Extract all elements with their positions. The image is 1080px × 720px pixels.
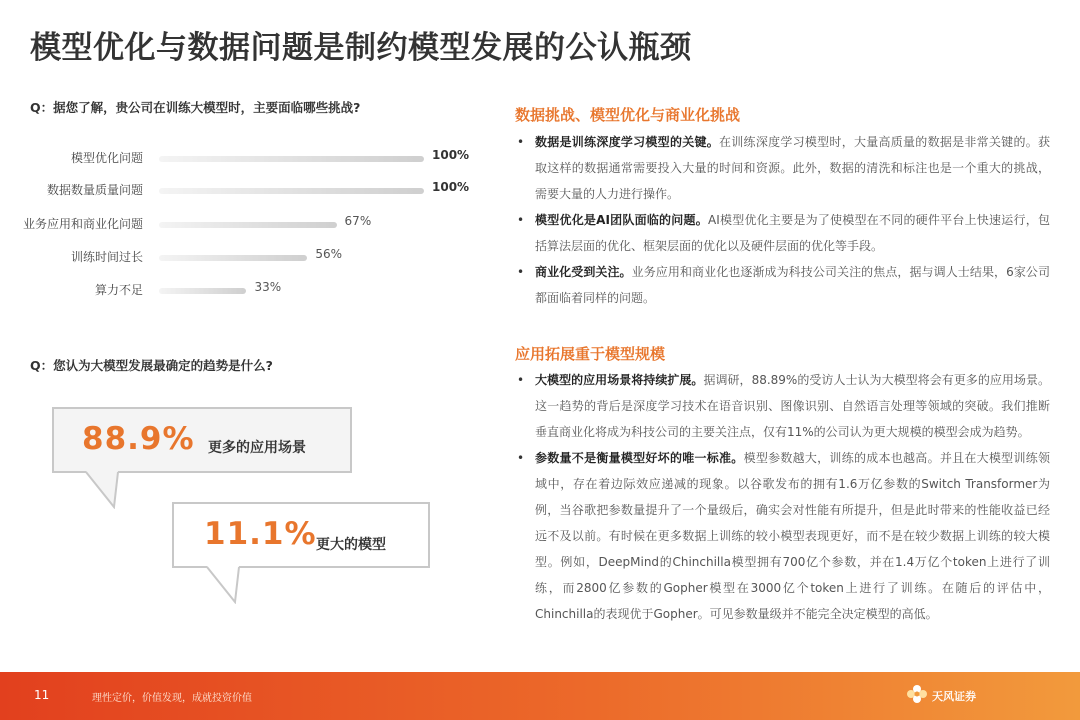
callout-2-text: 更大的模型 xyxy=(316,537,386,553)
footer-slogan: 理性定价，价值发现，成就投资价值 xyxy=(92,693,252,704)
bar-value-label: 56% xyxy=(315,247,343,261)
survey-question-2: Q：您认为大模型发展最确定的趋势是什么? xyxy=(30,358,273,373)
bar-value-label: 100% xyxy=(432,148,470,162)
bar-category-label: 训练时间过长 xyxy=(70,250,143,264)
bar-category-label: 模型优化问题 xyxy=(70,151,143,165)
bar-category-label: 数据数量质量问题 xyxy=(46,183,143,197)
bar xyxy=(159,255,307,261)
callout-2-tail xyxy=(205,566,245,604)
challenges-bar-chart xyxy=(0,145,500,315)
bullet-item: • 商业化受到关注。业务应用和商业化也逐渐成为科技公司关注的焦点，据与调人士结果，6家公司都面临着同样的问题。 xyxy=(515,259,1050,311)
bar-row xyxy=(0,177,500,199)
survey-question-1: Q：据您了解，贵公司在训练大模型时，主要面临哪些挑战? xyxy=(30,100,361,115)
section-1-bullets xyxy=(515,129,1050,311)
brand-logo-text: 天风证券 xyxy=(932,690,976,703)
callout-1-percent: 88.9% xyxy=(82,421,195,457)
bar-row xyxy=(0,244,500,266)
bullet-item: • 大模型的应用场景将持续扩展。据调研，88.89%的受访人士认为大模型将会有更多的应用场景。这一趋势的背后是深度学习技术在语音识别、图像识别、自然语言处理等领域的突破。我们推断垂直商业化将成为科技公司的主要关注点，仅有11%的公司认为更大规模的模型会成为趋势。 xyxy=(515,367,1050,445)
bar-row xyxy=(0,211,500,233)
bullet-item: • 参数量不是衡量模型好坏的唯一标准。模型参数越大，训练的成本也越高。并且在大模型训练领域中，存在着边际效应递减的现象。以谷歌发布的拥有1.6万亿参数的Switch Transformer为例，当谷歌把参数量提升了一个量级后，确实会对性能有所提升，但是此时带来的性能收益已经远不及以前。有时候在更多数据上训练的较小模型表现更好，而不是在较少数据上训练的较大模型。例如，DeepMind的Chinchilla模型拥有700亿个参数，并在1.4万亿个token上进行了训练，而2800亿参数的Gopher模型在3000亿个token上进行了训练。在随后的评估中，Chinchilla的表现优于Gopher。可见参数量级并不能完全决定模型的高低。 xyxy=(515,445,1050,627)
bar-value-label: 67% xyxy=(344,214,372,228)
bar-category-label: 算力不足 xyxy=(94,283,143,297)
page-number: 11 xyxy=(34,688,50,702)
bar xyxy=(159,222,337,228)
bar-row xyxy=(0,277,500,299)
callout-larger-models xyxy=(172,502,430,568)
bar-value-label: 33% xyxy=(254,280,282,294)
bar-category-label: 业务应用和商业化问题 xyxy=(22,217,143,231)
page-title: 模型优化与数据问题是制约模型发展的公认瓶颈 xyxy=(30,30,692,66)
flower-icon xyxy=(905,682,929,708)
bar-value-label: 100% xyxy=(432,180,470,194)
bullet-item: • 数据是训练深度学习模型的关键。在训练深度学习模型时，大量高质量的数据是非常关键的。获取这样的数据通常需要投入大量的时间和资源。此外，数据的清洗和标注也是一个重大的挑战，需要大量的人力进行操作。 xyxy=(515,129,1050,207)
bar xyxy=(159,188,424,194)
bar xyxy=(159,288,246,294)
bullet-item: • 模型优化是AI团队面临的问题。AI模型优化主要是为了使模型在不同的硬件平台上快速运行，包括算法层面的优化、框架层面的优化以及硬件层面的优化等手段。 xyxy=(515,207,1050,259)
callout-1-tail xyxy=(84,471,124,509)
callout-1-text: 更多的应用场景 xyxy=(208,440,306,456)
bar-row xyxy=(0,145,500,167)
section-1-title: 数据挑战、模型优化与商业化挑战 xyxy=(515,106,741,124)
callout-application-scenarios xyxy=(52,407,352,473)
section-2-bullets xyxy=(515,367,1050,627)
section-2-title: 应用拓展重于模型规模 xyxy=(515,345,666,363)
bar xyxy=(159,156,424,162)
callout-2-percent: 11.1% xyxy=(204,516,317,552)
footer-bar xyxy=(0,672,1080,720)
